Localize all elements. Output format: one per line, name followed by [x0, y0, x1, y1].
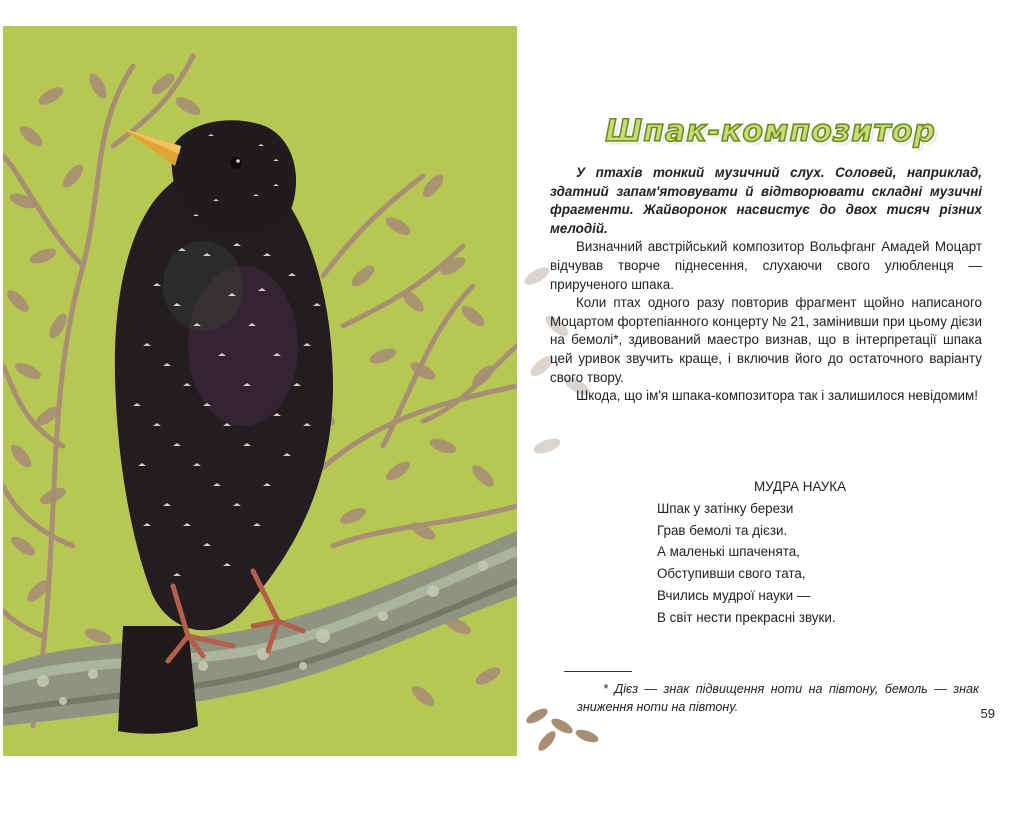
paragraph-mozart: Визначний австрійський композитор Вольфганг Амадей Моцарт відчував творче піднесення, слухаючи свого улюбленця — прирученого шпака.: [550, 239, 982, 292]
poem-line: Шпак у затінку берези: [657, 500, 794, 516]
paragraph-concerto: Коли птах одного разу повторив фрагмент щойно написаного Моцартом фортепіанного концерту № 21, замінивши при цьому дієзи на бемолі*, здивований маестро визнав, що в інтерпретації шпака цей уривок звучить краще, і включив його до остаточного варіанту свого твору.: [550, 295, 982, 385]
text-page: [517, 26, 1024, 756]
footnote-divider: [564, 671, 632, 672]
paragraph-conclusion: Шкода, що ім'я шпака-композитора так і залишилося невідомим!: [576, 388, 978, 404]
article-text: [550, 164, 982, 406]
intro-paragraph: У птахів тонкий музичний слух. Соловей, наприклад, здатний запам'ятовувати й відтворювати складні музичні фрагменти. Жайворонок насвистує до двох тисяч різних мелодій.: [550, 165, 982, 236]
poem-line: Обступивши свого тата,: [657, 566, 806, 582]
poem-line: Грав бемолі та дієзи.: [657, 522, 788, 538]
poem-line: Вчились мудрої науки —: [657, 587, 811, 603]
poem-line: В світ нести прекрасні звуки.: [657, 609, 836, 625]
poem: [657, 476, 897, 629]
poem-line: А маленькі шпаченята,: [657, 544, 800, 560]
starling-illustration: [3, 26, 517, 756]
starling-eye: [230, 157, 242, 169]
poem-title: МУДРА НАУКА: [753, 479, 847, 494]
page-number: 59: [980, 706, 995, 721]
illustration-panel: [3, 26, 517, 756]
footnote: * Дієз — знак підвищення ноти на півтону, бемоль — знак зниження ноти на півтону.: [577, 682, 979, 714]
page-title: Шпак-композитор: [605, 114, 936, 149]
